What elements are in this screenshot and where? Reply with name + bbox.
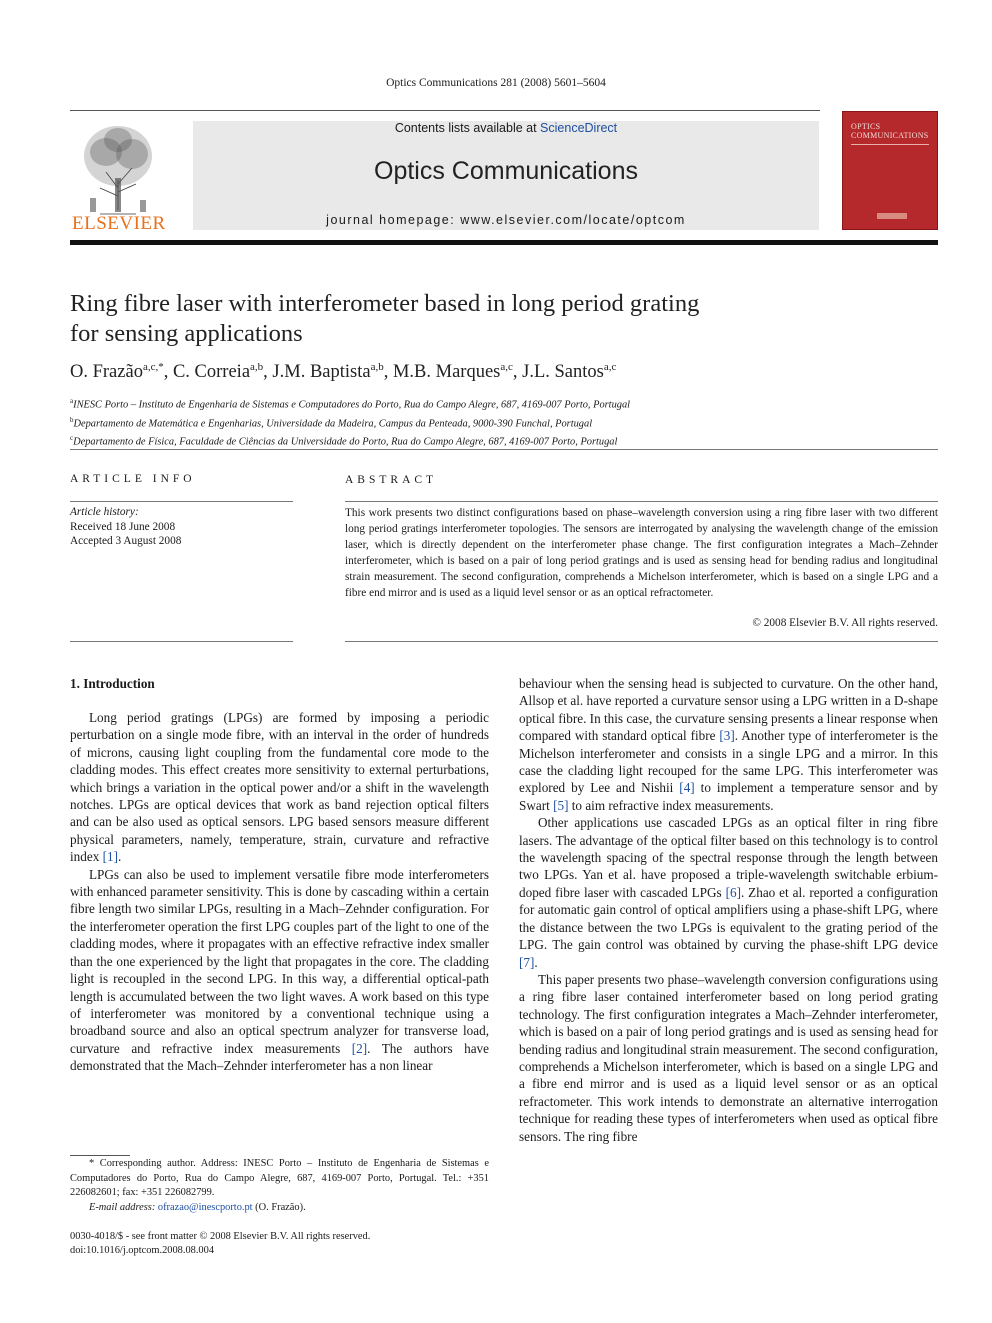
cover-title: OPTICS COMMUNICATIONS bbox=[851, 122, 929, 140]
journal-homepage[interactable]: journal homepage: www.elsevier.com/locate/optcom bbox=[326, 213, 686, 227]
abstract-heading: ABSTRACT bbox=[345, 474, 438, 486]
abstract-copyright: © 2008 Elsevier B.V. All rights reserved. bbox=[752, 617, 938, 629]
body-column-right bbox=[519, 675, 938, 1145]
elsevier-logo[interactable] bbox=[70, 118, 172, 234]
affiliations bbox=[70, 394, 930, 450]
reference-link[interactable]: [5] bbox=[553, 797, 569, 813]
issn-line: 0030-4018/$ - see front matter © 2008 Elsevier B.V. All rights reserved. bbox=[70, 1231, 371, 1242]
abstract-rule bbox=[345, 501, 938, 502]
accepted-date: Accepted 3 August 2008 bbox=[70, 535, 182, 547]
sciencedirect-link[interactable]: ScienceDirect bbox=[540, 121, 618, 135]
author[interactable]: M.B. Marques$^{a,c}$ bbox=[392, 361, 513, 383]
footnote-divider bbox=[70, 1155, 130, 1156]
article-info-heading: ARTICLE INFO bbox=[70, 473, 196, 485]
author[interactable]: J.M. Baptista$^{a,b}$ bbox=[272, 361, 384, 383]
header-divider bbox=[70, 110, 820, 111]
paragraph: Long period gratings (LPGs) are formed by imposing a periodic perturbation on a single mode fibre, with an interval in the order of hundreds of microns, causing light coupling from the fundamental core mode to the cladding modes. This effect creates more sensitivity to external perturbations, which brings a variation in the optical power and/or a shift in the wavelength notches. LPGs are optical devices that work as band rejection optical filters and can be also used as optical sensors. LPG based sensors measure different physical parameters, namely, temperature, strain, curvature and refractive index [1]. bbox=[70, 710, 489, 865]
reference-link[interactable]: [2] bbox=[351, 1040, 368, 1056]
body-column-left bbox=[70, 709, 489, 1075]
author[interactable]: O. Frazão$^{a,c,*}$ bbox=[70, 361, 164, 383]
contents-prefix: Contents lists available at bbox=[394, 121, 541, 135]
reference-link[interactable]: [3] bbox=[719, 728, 735, 744]
article-title bbox=[70, 289, 830, 349]
section-heading: 1. Introduction bbox=[70, 676, 155, 691]
email-label: E-mail address: bbox=[89, 1201, 156, 1213]
email-link[interactable]: ofrazao@inescporto.pt bbox=[157, 1201, 253, 1213]
reference-link[interactable]: [4] bbox=[679, 780, 695, 796]
affiliation: $^a$INESC Porto – Instituto de Engenharia de Sistemas e Computadores do Porto, Rua do Campo Alegre, 687, 4169-007 Porto, Portugal bbox=[70, 397, 631, 411]
affiliation-divider bbox=[70, 449, 938, 450]
front-matter bbox=[70, 1230, 489, 1259]
title-line-2: for sensing applications bbox=[70, 320, 303, 347]
reference-link[interactable]: [6] bbox=[725, 884, 741, 900]
elsevier-tree-icon bbox=[70, 118, 172, 234]
doi-line[interactable]: doi:10.1016/j.optcom.2008.08.004 bbox=[70, 1245, 215, 1257]
received-date: Received 18 June 2008 bbox=[70, 520, 176, 533]
email-line: E-mail address: ofrazao@inescporto.pt (O. Frazão). bbox=[89, 1201, 306, 1213]
corresponding-author-note: * Corresponding author. Address: INESC Porto – Instituto de Engenharia de Sistemas e Computadores do Porto, Rua do Campo Alegre, 687, 4169-007 Porto, Portugal. Tel.: +351 226082601; fax: +351 226082799. bbox=[70, 1158, 489, 1198]
paragraph: LPGs can also be used to implement versatile fibre mode interferometers with enhanced parameter sensitivity. This is done by cascading within a certain fibre length two similar LPGs, resulting in a Mach–Zehnder configuration. For the interferometer operation the first LPG couples part of the light to one of the cladding modes, where it propagates with an effective refractive index smaller than the one experienced by the light that propagates in the core. The cladding light is recoupled in the second LPG. In this way, a differential optical-path length is accumulated between the two light waves. A work based on this type of interferometer was monitored by a conventional technique using a broadband source and also an optical spectrum analyzer for transverse load, curvature and refractive index measurements [2]. The authors have demonstrated that the Mach–Zehnder interferometer has a non linear bbox=[70, 866, 489, 1074]
article-history bbox=[70, 505, 293, 549]
author[interactable]: C. Correia$^{a,b}$ bbox=[172, 361, 264, 383]
abstract-end-rule bbox=[345, 641, 938, 642]
abstract-text: This work presents two distinct configurations based on phase–wavelength conversion using a ring fibre laser with two different long period gratings interferometer topologies. The sensors are interrogated by analysing the wavelength change of the emission laser, which is directly dependent on the interferometer phase change. The first configuration integrates a Mach–Zehnder interferometer, which is based on a pair of long period gratings and is used as sensing head for bending radius and longitudinal strain measurement. The second configuration, comprehends a Michelson interferometer, which is based on a single LPG and a fibre end mirror and is used as a liquid level sensor or as an optical refractometer. bbox=[345, 507, 938, 599]
journal-name: Optics Communications bbox=[374, 157, 638, 185]
paragraph: This paper presents two phase–wavelength conversion configurations using a ring fibre laser contained interferometer based on long period grating technology. The first configuration integrates a Mach–Zehnder interferometer, which is based on a pair of long period gratings and is used as sensing head for bending radius and longitudinal strain measurement. The second configuration, comprehends a Michelson interferometer, which is based on a single LPG and a fibre end mirror and is used as a liquid level sensor or as an optical refractometer. This work intends to demonstrate an alternative interrogation technique for reading these types of interferometers when used as optical fibre sensors. The ring fibre bbox=[519, 971, 938, 1144]
footnote bbox=[70, 1157, 489, 1215]
cover-rule bbox=[851, 144, 929, 145]
reference-link[interactable]: [7] bbox=[519, 954, 535, 970]
reference-link[interactable]: [1] bbox=[102, 849, 118, 865]
history-label: Article history: bbox=[70, 506, 139, 518]
author[interactable]: J.L. Santos$^{a,c}$ bbox=[522, 361, 617, 383]
affiliation: $^b$Departamento de Matemática e Engenharias, Universidade da Madeira, Campus da Penteada, 9000-390 Funchal, Portugal bbox=[70, 415, 593, 430]
masthead-divider bbox=[70, 240, 938, 245]
article-info-end-rule bbox=[70, 641, 293, 642]
author-list: O. Frazão$^{a,c,*}$, C. Correia$^{a,b}$, J.M. Baptista$^{a,b}$, M.B. Marques$^{a,c}$, J.L. Santos$^{a,c}$ bbox=[70, 361, 617, 383]
title-line-1: Ring fibre laser with interferometer based in long period grating bbox=[70, 290, 700, 317]
cover-publisher-mark bbox=[877, 213, 907, 219]
affiliation: $^c$Departamento de Física, Faculdade de Ciências da Universidade do Porto, Rua do Campo Alegre, 687, 4169-007 Porto, Portugal bbox=[70, 434, 618, 448]
paragraph: Other applications use cascaded LPGs as an optical filter in ring fibre lasers. The advantage of the optical filter based on this technology is to control the wavelength spacing of the spectral response through the length between two LPGs. Yan et al. have proposed a triple-wavelength switchable erbium-doped fibre laser with cascaded LPGs [6]. Zhao et al. reported a configuration for automatic gain control of optical amplifiers using a phase-shift LPG, where the distance between the two LPGs is equivalent to the grating period of the LPG. The gain control was obtained by curving the phase-shift LPG device [7]. bbox=[519, 815, 939, 970]
article-info-rule bbox=[70, 501, 293, 502]
journal-citation: Optics Communications 281 (2008) 5601–5604 bbox=[386, 77, 606, 89]
contents-line bbox=[193, 121, 819, 135]
elsevier-wordmark: ELSEVIER bbox=[72, 213, 166, 234]
journal-banner bbox=[193, 121, 819, 230]
journal-cover[interactable] bbox=[842, 111, 938, 230]
paragraph: behaviour when the sensing head is subjected to curvature. On the other hand, Allsop et al. have reported a curvature sensor using a LPG written in a D-shape optical fibre. In this case, the curvature sensing presents a linear response when compared with standard optical fibre [3]. Another type of interferometer is the Michelson interferometer and consists in a single LPG and a mirror. In this case the cladding light recouped for the same LPG. This interferometer was explored by Lee and Nishii [4] to implement a temperature sensor and by Swart [5] to aim refractive index measurements. bbox=[519, 676, 939, 813]
